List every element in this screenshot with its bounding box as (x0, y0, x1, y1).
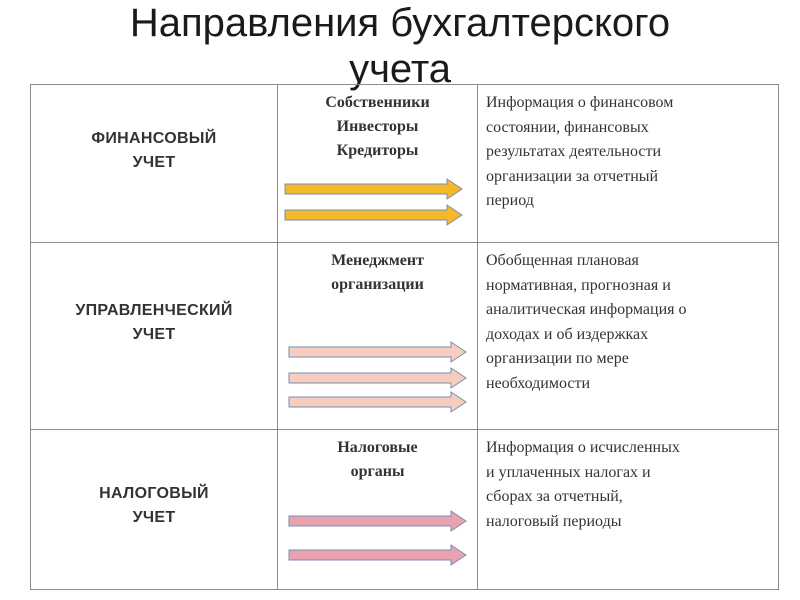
description-line: организации за отчетный (486, 167, 659, 185)
table-row-management (31, 243, 779, 430)
title-line-1: Направления бухгалтерского (129, 1, 671, 45)
description-line: состоянии, финансовых (486, 118, 649, 136)
user-label: Кредиторы (336, 142, 419, 159)
category-line: УЧЕТ (132, 154, 176, 171)
category-line: ФИНАНСОВЫЙ (91, 130, 217, 147)
user-label: организации (331, 276, 424, 293)
category-line: УЧЕТ (132, 509, 176, 526)
description-line: результатах деятельности (486, 143, 662, 160)
description-line: период (486, 192, 534, 209)
users-tax (278, 436, 477, 484)
user-label: Налоговые (337, 439, 418, 456)
users-cell-financial (278, 85, 478, 243)
users-cell-tax (278, 430, 478, 590)
slide-title (0, 0, 800, 92)
description-line: организации по мере (486, 350, 629, 367)
description-line: налоговый периоды (486, 512, 622, 530)
user-label: Менеджмент (331, 252, 424, 269)
users-cell-management (278, 243, 478, 430)
user-label: Инвесторы (336, 118, 419, 135)
arrow-right-icon (288, 367, 468, 389)
category-financial (31, 127, 277, 175)
description-line: доходах и об издержках (486, 325, 649, 343)
user-label: органы (350, 463, 405, 480)
users-management (278, 249, 477, 297)
description-line: и уплаченных налогах и (486, 463, 651, 481)
arrow-right-icon (288, 341, 468, 363)
category-tax (31, 482, 277, 530)
title-line-2: учета (349, 47, 451, 91)
description-line: Информация о исчисленных (486, 439, 680, 456)
category-cell-tax (31, 430, 278, 590)
description-line: нормативная, прогнозная и (486, 276, 671, 294)
category-line: УПРАВЛЕНЧЕСКИЙ (75, 302, 233, 319)
arrow-right-icon (284, 204, 464, 226)
category-cell-management (31, 243, 278, 430)
description-cell-financial (478, 85, 779, 243)
table-row-financial (31, 85, 779, 243)
category-line: НАЛОГОВЫЙ (99, 485, 209, 502)
description-management (478, 243, 778, 396)
description-line: аналитическая информация о (486, 301, 687, 318)
arrow-right-icon (288, 544, 468, 566)
arrow-right-icon (288, 391, 468, 413)
description-cell-management (478, 243, 779, 430)
arrow-right-icon (288, 510, 468, 532)
users-financial (278, 91, 477, 163)
accounting-directions-table (30, 84, 779, 590)
description-tax (478, 430, 778, 534)
description-line: сборах за отчетный, (486, 488, 623, 505)
description-financial (478, 85, 778, 214)
arrow-right-icon (284, 178, 464, 200)
category-line: УЧЕТ (132, 326, 176, 343)
table-row-tax (31, 430, 779, 590)
description-line: Обобщенная плановая (486, 252, 639, 269)
category-cell-financial (31, 85, 278, 243)
description-cell-tax (478, 430, 779, 590)
category-management (31, 299, 277, 347)
description-line: Информация о финансовом (486, 94, 674, 111)
description-line: необходимости (486, 374, 591, 392)
user-label: Собственники (325, 94, 430, 111)
